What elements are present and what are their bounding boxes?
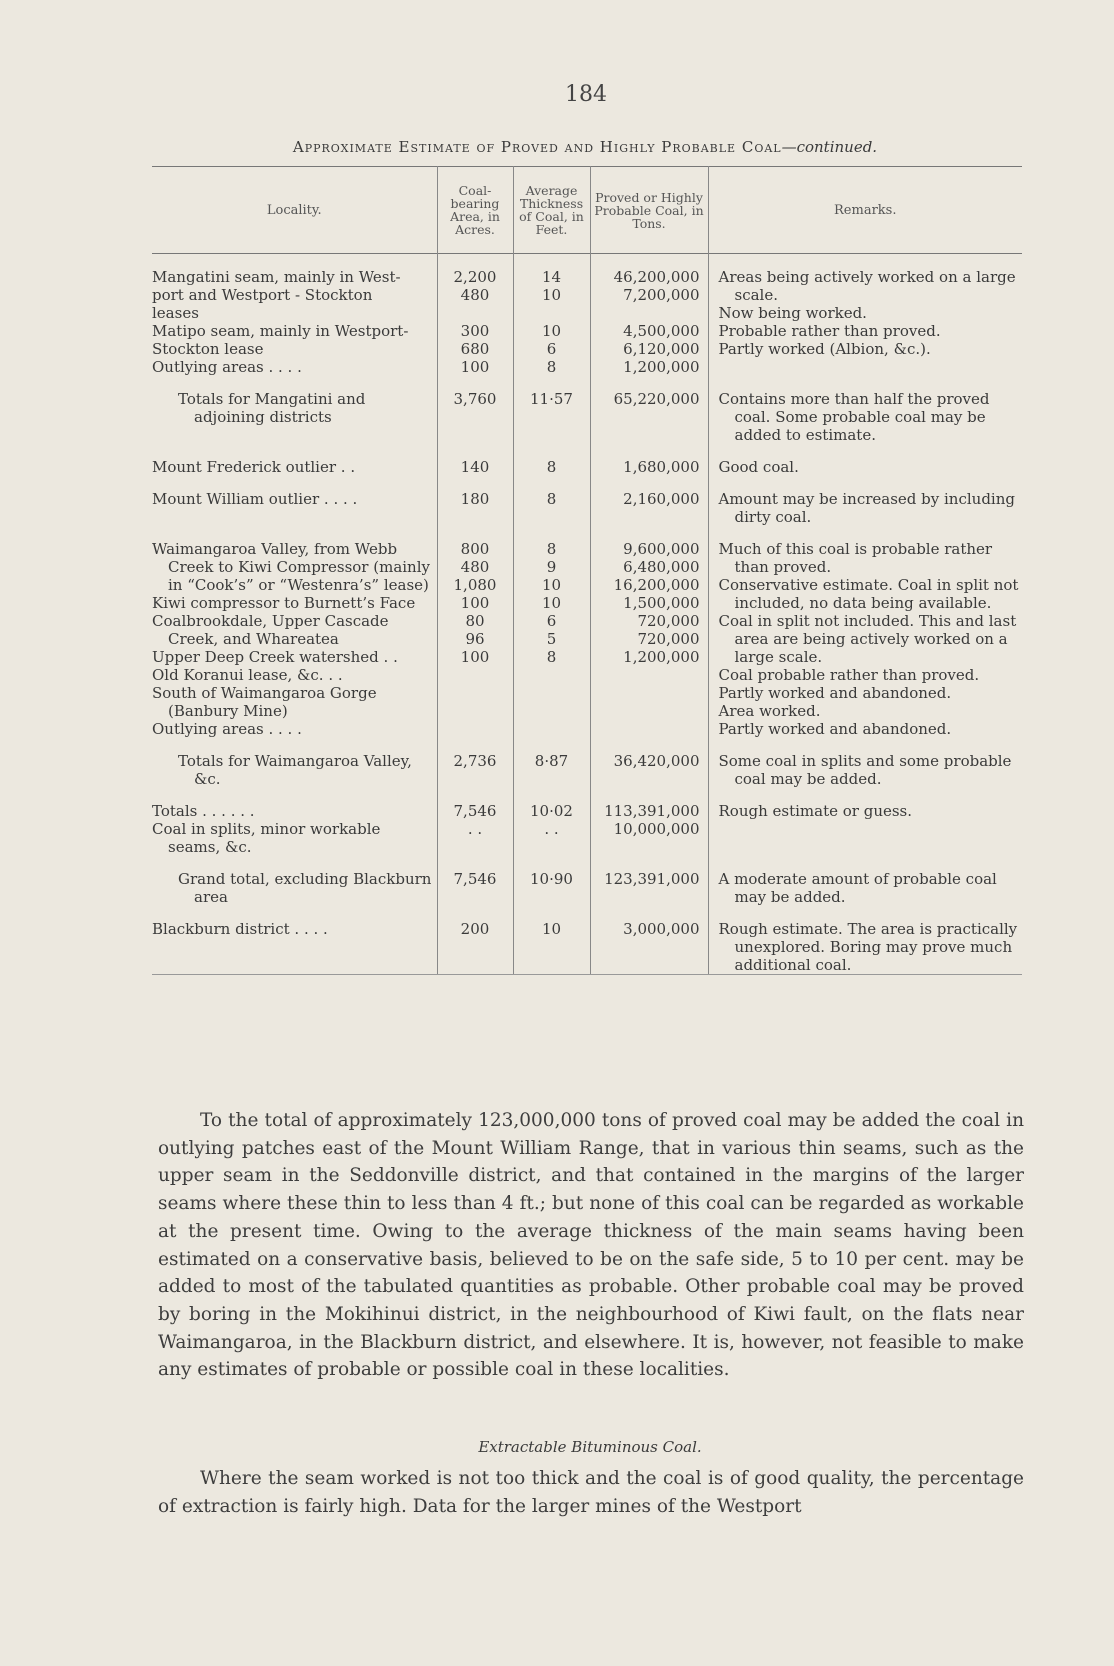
tons-cell-line: 720,000 [637,612,700,630]
row-spacer [152,444,1022,458]
tons-cell [590,268,708,376]
locality-cell-line: port and Westport - Stockton [152,286,373,304]
remarks-cell [708,458,1022,476]
tons-cell-line: 65,220,000 [613,390,700,408]
remarks-cell-line: Rough estimate. The area is practically unexplored. Boring may prove much additional coal. [718,920,1018,974]
spacer-cell [590,376,708,390]
spacer-cell [513,254,590,269]
locality-cell-line: Coalbrookdale, Upper Cascade Creek, and Whareatea [152,612,389,648]
tons-cell-line: 1,680,000 [623,458,700,476]
table-row [152,458,1022,476]
tons-cell-line: 9,600,000 [623,540,700,558]
spacer-cell [152,444,437,458]
tons-cell-line: 3,000,000 [623,920,700,938]
table-title-main: Approximate Estimate of Proved and Highly Probable Coal [292,138,782,156]
remarks-cell-line: Rough estimate or guess. [718,802,913,820]
locality-cell [152,390,437,444]
row-spacer [152,254,1022,269]
spacer-cell [708,444,1022,458]
locality-cell-line: Stockton lease [152,340,264,358]
thickness-cell-line: 10 [541,286,562,304]
tons-cell-line: 1,200,000 [623,648,700,666]
remarks-cell-line: Now being worked. [718,304,867,322]
thickness-cell-line: 10 [541,576,562,594]
locality-cell [152,540,437,738]
area-cell-line: 180 [460,490,490,508]
thickness-cell-line: 10 [541,322,562,340]
header-area: Coal-bearing Area, in Acres. [437,167,513,254]
remarks-cell [708,920,1022,975]
tons-cell [590,920,708,975]
thickness-cell-line: 6 [546,340,557,358]
spacer-cell [513,376,590,390]
remarks-cell-line: Conservative estimate. Coal in split not included, no data being available. [718,576,1019,612]
locality-cell-line: South of Waimangaroa Gorge (Banbury Mine) [152,684,377,720]
area-cell-line: 80 [465,612,485,630]
thickness-cell-line: 14 [541,268,562,286]
sub-heading: Extractable Bituminous Coal. [478,1438,702,1456]
spacer-cell [152,788,437,802]
spacer-cell [590,476,708,490]
thickness-cell-line: 10·90 [530,870,573,888]
row-spacer [152,526,1022,540]
spacer-cell [437,738,513,752]
table-row [152,802,1022,856]
remarks-cell-line: A moderate amount of probable coal may be added. [718,870,997,906]
area-cell [437,490,513,526]
remarks-cell [708,870,1022,906]
remarks-cell-line: Probable rather than proved. [718,322,941,340]
table-row-total [152,870,1022,906]
area-cell [437,920,513,975]
thickness-cell-line: 8 [546,458,557,476]
locality-cell [152,870,437,906]
locality-cell-line: Totals for Waimangaroa Valley, &c. [178,752,412,788]
table-row [152,540,1022,738]
table-body [152,254,1022,975]
remarks-cell-line: Partly worked (Albion, &c.). [718,340,931,358]
table-row [152,268,1022,376]
body-paragraph-1 [158,1107,1024,1384]
thickness-cell-line: 8·87 [534,752,569,770]
remarks-cell-line: Partly worked and abandoned. [718,720,952,738]
spacer-cell [590,856,708,870]
tons-cell [590,390,708,444]
thickness-cell [513,920,590,975]
spacer-cell [152,254,437,269]
spacer-cell [437,788,513,802]
table-header-row [152,167,1022,254]
remarks-cell-line: Much of this coal is probable rather than proved. [718,540,993,576]
thickness-cell-line: 5 [546,630,557,648]
locality-cell-line: Old Koranui lease, &c. . . [152,666,343,684]
tons-cell-line: 123,391,000 [604,870,700,888]
remarks-cell [708,490,1022,526]
tons-cell [590,490,708,526]
area-cell-line: 3,760 [453,390,497,408]
thickness-cell-line: 11·57 [530,390,573,408]
spacer-cell [708,906,1022,920]
remarks-cell [708,802,1022,856]
table-title-suffix: —continued. [781,138,878,156]
area-cell-line: 2,200 [453,268,497,286]
locality-cell-line: Outlying areas . . . . [152,720,302,738]
tons-cell-line: 113,391,000 [604,802,700,820]
spacer-cell [590,254,708,269]
spacer-cell [513,788,590,802]
area-cell [437,390,513,444]
tons-cell-line: 36,420,000 [613,752,700,770]
remarks-cell-line: Amount may be increased by including dirty coal. [718,490,1015,526]
spacer-cell [590,444,708,458]
spacer-cell [708,254,1022,269]
spacer-cell [708,856,1022,870]
area-cell-line: 1,080 [453,576,497,594]
locality-cell-line: Mount William outlier . . . . [152,490,358,508]
header-thickness: Average Thickness of Coal, in Feet. [513,167,590,254]
locality-cell-line: Waimangaroa Valley, from Webb Creek to Kiwi Compressor (mainly in “Cook’s” or “Westenra’s” lease) [152,540,430,594]
remarks-cell-line: Coal probable rather than proved. [718,666,980,684]
spacer-cell [590,526,708,540]
locality-cell-line: Upper Deep Creek watershed . . [152,648,398,666]
locality-cell-line: Mount Frederick outlier . . [152,458,356,476]
thickness-cell [513,870,590,906]
spacer-cell [437,476,513,490]
spacer-cell [152,526,437,540]
area-cell [437,458,513,476]
locality-cell [152,920,437,975]
tons-cell-line: 720,000 [637,630,700,648]
area-cell-line: 7,546 [453,802,497,820]
spacer-cell [152,738,437,752]
area-cell-line: 480 [460,286,490,304]
tons-cell-line: 10,000,000 [613,820,700,838]
area-cell-line: 200 [460,920,490,938]
row-spacer [152,856,1022,870]
area-cell-line: 2,736 [453,752,497,770]
locality-cell [152,752,437,788]
spacer-cell [708,526,1022,540]
thickness-cell-line: 10 [541,920,562,938]
tons-cell-line: 2,160,000 [623,490,700,508]
area-cell [437,540,513,738]
area-cell [437,752,513,788]
area-cell-line: 480 [460,558,490,576]
locality-cell-line: Mangatini seam, mainly in West- [152,268,401,286]
spacer-cell [708,476,1022,490]
page-number: 184 [565,82,607,107]
row-spacer [152,788,1022,802]
area-cell-line: 7,546 [453,870,497,888]
spacer-cell [513,476,590,490]
spacer-cell [152,476,437,490]
table-row [152,920,1022,975]
spacer-cell [437,526,513,540]
spacer-cell [152,856,437,870]
tons-cell-line: 46,200,000 [613,268,700,286]
spacer-cell [152,906,437,920]
row-spacer [152,476,1022,490]
thickness-cell-line: 9 [546,558,557,576]
spacer-cell [590,738,708,752]
spacer-cell [513,906,590,920]
area-cell [437,268,513,376]
thickness-cell-line: 8 [546,540,557,558]
locality-cell-line: Grand total, excluding Blackburn area [178,870,432,906]
spacer-cell [152,376,437,390]
spacer-cell [437,376,513,390]
thickness-cell [513,390,590,444]
area-cell-line [438,304,513,322]
tons-cell-line [591,304,700,322]
locality-cell-line: Coal in splits, minor workable seams, &c. [152,820,381,856]
spacer-cell [437,254,513,269]
header-remarks: Remarks. [708,167,1022,254]
row-spacer [152,906,1022,920]
spacer-cell [437,444,513,458]
thickness-cell-line: 8 [546,490,557,508]
header-tons: Proved or Highly Probable Coal, in Tons. [590,167,708,254]
thickness-cell-line: 8 [546,648,557,666]
thickness-cell-line: 8 [546,358,557,376]
remarks-cell-line: Coal in split not included. This and last area are being actively worked on a large scale. [718,612,1017,666]
thickness-cell-line [514,304,590,322]
spacer-cell [513,526,590,540]
tons-cell-line: 4,500,000 [623,322,700,340]
locality-cell-line: Blackburn district . . . . [152,920,328,938]
tons-cell [590,802,708,856]
thickness-cell-line: 10 [541,594,562,612]
thickness-cell-line: 10·02 [530,802,573,820]
spacer-cell [513,444,590,458]
locality-cell-line: Totals for Mangatini and adjoining districts [178,390,366,426]
remarks-cell [708,390,1022,444]
row-spacer [152,376,1022,390]
table-row [152,490,1022,526]
area-cell [437,870,513,906]
remarks-cell-line: Areas being actively worked on a large scale. [718,268,1016,304]
table-title [150,138,1020,156]
spacer-cell [708,788,1022,802]
thickness-cell [513,752,590,788]
tons-cell [590,870,708,906]
locality-cell-line: Totals . . . . . . [152,802,255,820]
tons-cell-line: 6,480,000 [623,558,700,576]
paragraph-2-text: Where the seam worked is not too thick and the coal is of good quality, the percentage of extraction is fairly high. Data for the larger mines of the Westport [158,1468,1024,1517]
tons-cell [590,752,708,788]
area-cell-line: 140 [460,458,490,476]
locality-cell [152,268,437,376]
spacer-cell [590,906,708,920]
locality-cell [152,802,437,856]
remarks-cell [708,268,1022,376]
locality-cell [152,490,437,526]
spacer-cell [513,738,590,752]
thickness-cell [513,540,590,738]
thickness-cell [513,490,590,526]
thickness-cell-line: . . [544,820,559,838]
remarks-cell-line: Some coal in splits and some probable coal may be added. [718,752,1012,788]
spacer-cell [708,376,1022,390]
remarks-cell-line: Good coal. [718,458,799,476]
locality-cell-line: Kiwi compressor to Burnett’s Face [152,594,416,612]
header-locality: Locality. [266,202,322,218]
tons-cell [590,540,708,738]
area-cell-line: 100 [460,594,490,612]
tons-cell-line: 1,500,000 [623,594,700,612]
remarks-cell-line: Partly worked and abandoned. [718,684,952,702]
table-row-total [152,752,1022,788]
area-cell-line: 300 [460,322,490,340]
tons-cell-line: 7,200,000 [623,286,700,304]
locality-cell-line: Outlying areas . . . . [152,358,302,376]
remarks-cell [708,752,1022,788]
row-spacer [152,738,1022,752]
area-cell [437,802,513,856]
area-cell-line: 800 [460,540,490,558]
area-cell-line: 680 [460,340,490,358]
coal-estimate-table [152,166,1022,975]
area-cell-line: 96 [465,630,485,648]
paragraph-1-text: To the total of approximately 123,000,000 tons of proved coal may be added the coal in outlying patches east of the Mount William Range, that in various thin seams, such as the upper seam in the Seddonville district, and that contained in the margins of the larger seams where these thin to less than 4 ft.; but none of this coal can be regarded as workable at the present time. Owing to the average thickness of the main seams having been estimated on a conservative basis, believed to be on the safe side, 5 to 10 per cent. may be added to most of the tabulated quantities as probable. Other probable coal may be proved by boring in the Mokihinui district, in the neighbourhood of Kiwi fault, on the flats near Waimangaroa, in the Blackburn district, and elsewhere. It is, however, not feasible to make any estimates of probable or possible coal in these localities. [158,1110,1024,1381]
spacer-cell [590,788,708,802]
area-cell-line: . . [467,820,483,838]
tons-cell-line: 1,200,000 [623,358,700,376]
table-row-total [152,390,1022,444]
remarks-cell [708,540,1022,738]
thickness-cell [513,458,590,476]
spacer-cell [708,738,1022,752]
remarks-cell-line: Area worked. [718,702,821,720]
area-cell-line: 100 [460,648,490,666]
area-cell-line: 100 [460,358,490,376]
thickness-cell-line: 6 [546,612,557,630]
spacer-cell [513,856,590,870]
spacer-cell [437,906,513,920]
spacer-cell [437,856,513,870]
tons-cell [590,458,708,476]
thickness-cell [513,268,590,376]
locality-cell-line: Matipo seam, mainly in Westport- [152,322,409,340]
body-paragraph-2 [158,1465,1024,1520]
tons-cell-line: 6,120,000 [623,340,700,358]
locality-cell [152,458,437,476]
remarks-cell-line: Contains more than half the proved coal. Some probable coal may be added to estimate. [718,390,990,444]
thickness-cell [513,802,590,856]
tons-cell-line: 16,200,000 [613,576,700,594]
locality-cell-line: leases [152,304,199,322]
